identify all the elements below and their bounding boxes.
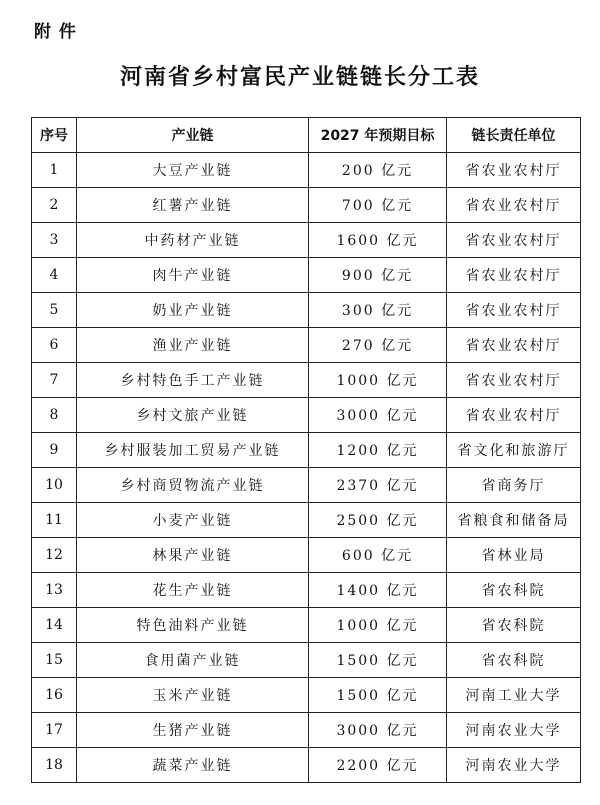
row-index: 5 — [32, 293, 77, 328]
table-row — [32, 328, 581, 363]
row-index: 11 — [32, 503, 77, 538]
table-row — [32, 678, 581, 713]
industry-chain-name: 蔬菜产业链 — [77, 748, 309, 783]
responsible-unit: 省商务厅 — [447, 468, 581, 503]
industry-chain-name: 林果产业链 — [77, 538, 309, 573]
target-value: 1000 亿元 — [309, 363, 447, 398]
row-index: 17 — [32, 713, 77, 748]
industry-chain-name: 肉牛产业链 — [77, 258, 309, 293]
target-value: 3000 亿元 — [309, 713, 447, 748]
table-row — [32, 608, 581, 643]
table-header-row — [32, 118, 581, 153]
table-row — [32, 538, 581, 573]
attachment-label: 附 件 — [34, 22, 77, 42]
industry-chain-name: 食用菌产业链 — [77, 643, 309, 678]
industry-chain-table — [31, 117, 581, 783]
row-index: 8 — [32, 398, 77, 433]
industry-chain-name: 红薯产业链 — [77, 188, 309, 223]
row-index: 13 — [32, 573, 77, 608]
responsible-unit: 省农业农村厅 — [447, 398, 581, 433]
target-value: 2200 亿元 — [309, 748, 447, 783]
target-value: 600 亿元 — [309, 538, 447, 573]
responsible-unit: 河南农业大学 — [447, 748, 581, 783]
responsible-unit: 省农业农村厅 — [447, 153, 581, 188]
table-row — [32, 503, 581, 538]
row-index: 18 — [32, 748, 77, 783]
responsible-unit: 省粮食和储备局 — [447, 503, 581, 538]
table-row — [32, 398, 581, 433]
responsible-unit: 省农科院 — [447, 608, 581, 643]
header-index: 序号 — [32, 118, 77, 153]
target-value: 1000 亿元 — [309, 608, 447, 643]
responsible-unit: 省农科院 — [447, 643, 581, 678]
table-row — [32, 223, 581, 258]
table-row — [32, 468, 581, 503]
industry-chain-name: 花生产业链 — [77, 573, 309, 608]
table-row — [32, 643, 581, 678]
responsible-unit: 省文化和旅游厅 — [447, 433, 581, 468]
target-value: 1500 亿元 — [309, 678, 447, 713]
document-title: 河南省乡村富民产业链链长分工表 — [119, 64, 480, 90]
responsible-unit: 省农科院 — [447, 573, 581, 608]
target-value: 200 亿元 — [309, 153, 447, 188]
row-index: 7 — [32, 363, 77, 398]
responsible-unit: 河南工业大学 — [447, 678, 581, 713]
header-target-2027: 2027 年预期目标 — [309, 118, 447, 153]
table-row — [32, 258, 581, 293]
table-row — [32, 153, 581, 188]
row-index: 15 — [32, 643, 77, 678]
row-index: 9 — [32, 433, 77, 468]
industry-chain-name: 乡村文旅产业链 — [77, 398, 309, 433]
responsible-unit: 省农业农村厅 — [447, 363, 581, 398]
header-industry-chain: 产业链 — [77, 118, 309, 153]
industry-chain-name: 大豆产业链 — [77, 153, 309, 188]
target-value: 700 亿元 — [309, 188, 447, 223]
table-row — [32, 748, 581, 783]
target-value: 3000 亿元 — [309, 398, 447, 433]
table-row — [32, 713, 581, 748]
responsible-unit: 省农业农村厅 — [447, 258, 581, 293]
responsible-unit: 省农业农村厅 — [447, 223, 581, 258]
industry-chain-name: 乡村商贸物流产业链 — [77, 468, 309, 503]
target-value: 1600 亿元 — [309, 223, 447, 258]
table-row — [32, 433, 581, 468]
industry-chain-name: 奶业产业链 — [77, 293, 309, 328]
responsible-unit: 河南农业大学 — [447, 713, 581, 748]
industry-chain-name: 乡村特色手工产业链 — [77, 363, 309, 398]
responsible-unit: 省农业农村厅 — [447, 293, 581, 328]
row-index: 6 — [32, 328, 77, 363]
target-value: 1200 亿元 — [309, 433, 447, 468]
industry-chain-name: 特色油料产业链 — [77, 608, 309, 643]
table-row — [32, 363, 581, 398]
industry-chain-name: 渔业产业链 — [77, 328, 309, 363]
row-index: 1 — [32, 153, 77, 188]
industry-chain-name: 玉米产业链 — [77, 678, 309, 713]
industry-chain-name: 生猪产业链 — [77, 713, 309, 748]
row-index: 4 — [32, 258, 77, 293]
header-responsible-unit: 链长责任单位 — [447, 118, 581, 153]
row-index: 16 — [32, 678, 77, 713]
row-index: 14 — [32, 608, 77, 643]
row-index: 12 — [32, 538, 77, 573]
target-value: 1500 亿元 — [309, 643, 447, 678]
target-value: 2370 亿元 — [309, 468, 447, 503]
target-value: 900 亿元 — [309, 258, 447, 293]
target-value: 1400 亿元 — [309, 573, 447, 608]
target-value: 2500 亿元 — [309, 503, 447, 538]
table-row — [32, 573, 581, 608]
industry-chain-name: 乡村服装加工贸易产业链 — [77, 433, 309, 468]
responsible-unit: 省农业农村厅 — [447, 188, 581, 223]
table-row — [32, 293, 581, 328]
table-row — [32, 188, 581, 223]
industry-chain-name: 中药材产业链 — [77, 223, 309, 258]
row-index: 2 — [32, 188, 77, 223]
row-index: 10 — [32, 468, 77, 503]
industry-chain-name: 小麦产业链 — [77, 503, 309, 538]
target-value: 300 亿元 — [309, 293, 447, 328]
responsible-unit: 省林业局 — [447, 538, 581, 573]
row-index: 3 — [32, 223, 77, 258]
responsible-unit: 省农业农村厅 — [447, 328, 581, 363]
target-value: 270 亿元 — [309, 328, 447, 363]
